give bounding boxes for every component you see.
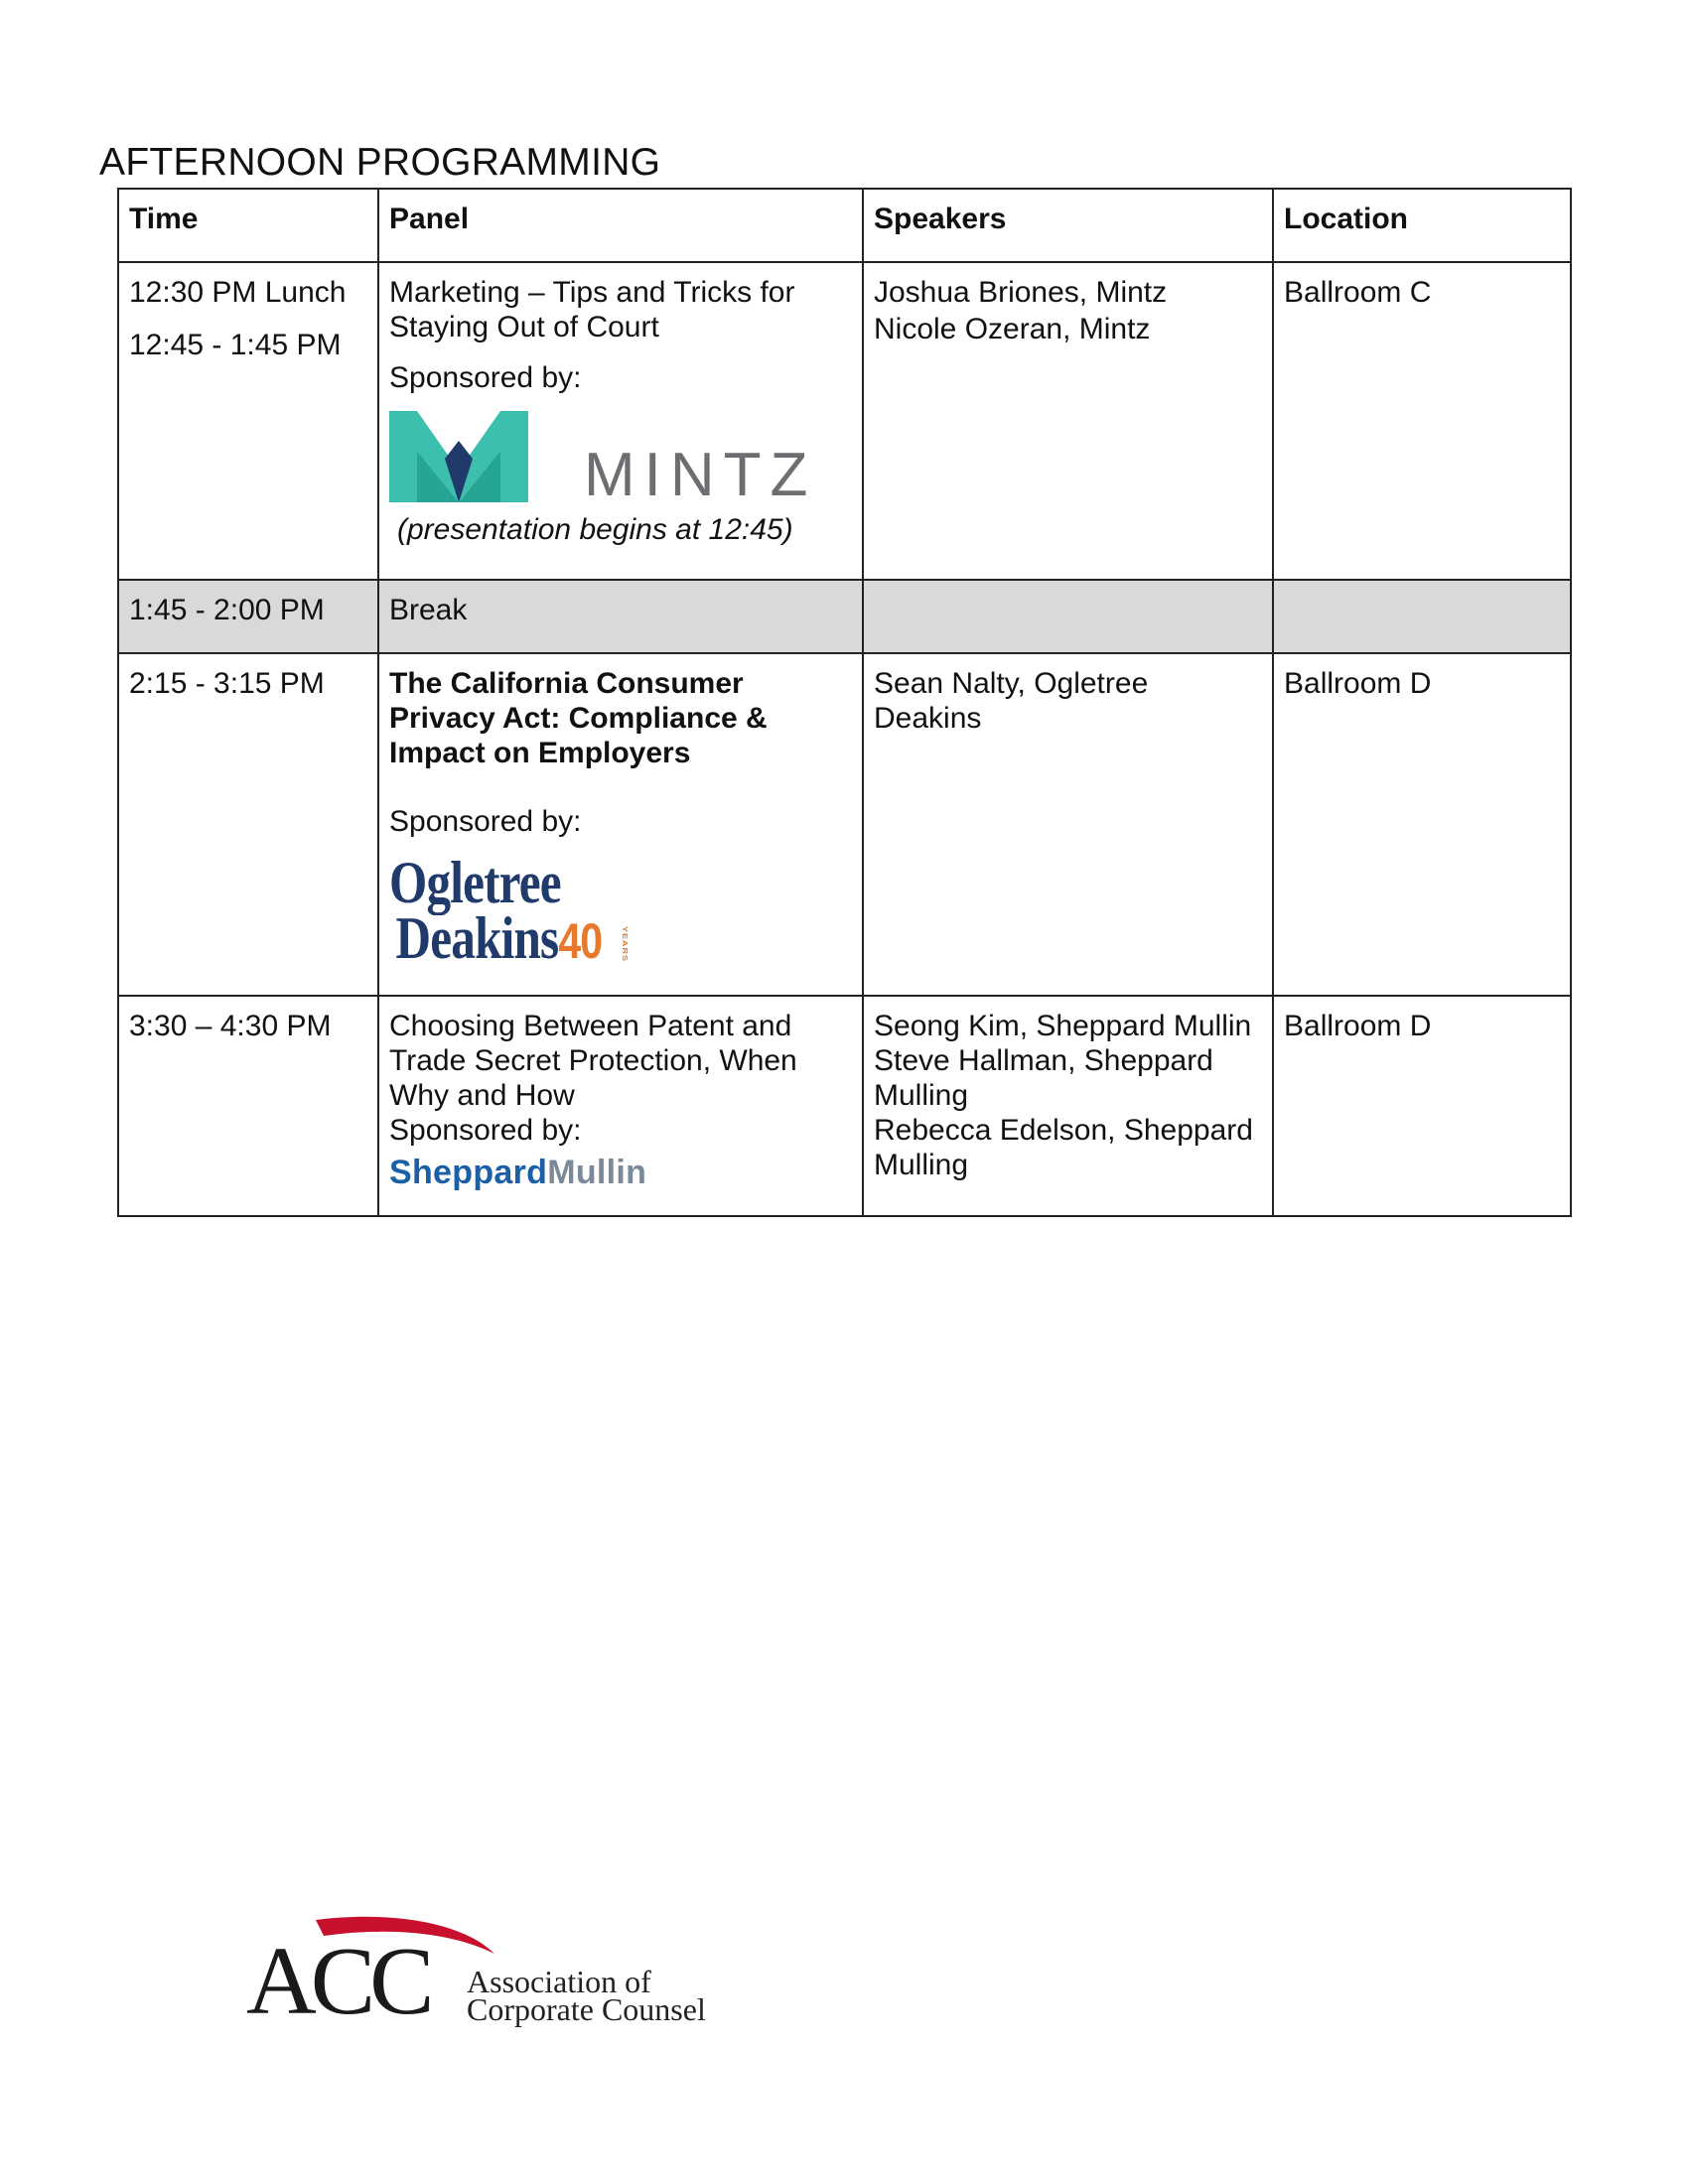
speakers-cell bbox=[863, 262, 1273, 580]
time-cell bbox=[118, 262, 378, 580]
acc-wordmark-line2: Corporate Counsel bbox=[467, 1991, 706, 2027]
ogletree-deakins-logo bbox=[389, 850, 852, 971]
mintz-wordmark: MINTZ bbox=[584, 441, 817, 509]
speaker-name: Rebecca Edelson, Sheppard Mulling bbox=[874, 1114, 1253, 1181]
time-lunch: 12:30 PM Lunch bbox=[129, 276, 347, 309]
page-title: AFTERNOON PROGRAMMING bbox=[99, 141, 661, 184]
presentation-note: (presentation begins at 12:45) bbox=[397, 513, 793, 546]
speakers-cell bbox=[863, 580, 1273, 653]
sponsored-by-label: Sponsored by: bbox=[389, 1114, 582, 1147]
mintz-m-mark-icon bbox=[389, 411, 528, 502]
table-row-break bbox=[118, 580, 1571, 653]
acc-wordmark-line1: Association of bbox=[467, 1964, 651, 1999]
panel-cell bbox=[378, 996, 863, 1216]
location-cell: Ballroom D bbox=[1273, 996, 1571, 1216]
acc-wordmark bbox=[467, 1964, 706, 2027]
speaker-name: Seong Kim, Sheppard Mullin bbox=[874, 1010, 1252, 1042]
panel-title: The California Consumer Privacy Act: Compliance & Impact on Employers bbox=[389, 667, 768, 769]
speakers-cell bbox=[863, 996, 1273, 1216]
location-cell bbox=[1273, 580, 1571, 653]
table-row bbox=[118, 262, 1571, 580]
ogletree-logo-line1: Ogletree bbox=[389, 850, 561, 915]
time-cell: 3:30 – 4:30 PM bbox=[118, 996, 378, 1216]
svg-text:ACC: ACC bbox=[246, 1928, 429, 2023]
header-panel: Panel bbox=[378, 189, 863, 262]
ogletree-logo-years: YEARS bbox=[621, 926, 630, 963]
location-cell: Ballroom C bbox=[1273, 262, 1571, 580]
sponsored-by-label: Sponsored by: bbox=[389, 805, 582, 838]
panel-title: Choosing Between Patent and Trade Secret Protection, When Why and How bbox=[389, 1010, 797, 1112]
speakers-cell bbox=[863, 653, 1273, 996]
speaker-name: Steve Hallman, Sheppard Mulling bbox=[874, 1044, 1213, 1112]
panel-title: Marketing – Tips and Tricks for Staying Out of Court bbox=[389, 276, 795, 343]
header-time: Time bbox=[118, 189, 378, 262]
time-session: 12:45 - 1:45 PM bbox=[129, 329, 342, 361]
ogletree-logo-line2: Deakins40 YEARS bbox=[389, 910, 769, 969]
speaker-name: Sean Nalty, Ogletree Deakins bbox=[874, 667, 1149, 735]
sponsored-by-label: Sponsored by: bbox=[389, 361, 582, 394]
schedule-table bbox=[117, 188, 1572, 1217]
panel-cell bbox=[378, 653, 863, 996]
table-header-row bbox=[118, 189, 1571, 262]
panel-cell: Break bbox=[378, 580, 863, 653]
panel-cell bbox=[378, 262, 863, 580]
sheppard-mullin-logo: SheppardMullin bbox=[389, 1154, 647, 1191]
speaker-name: Joshua Briones, Mintz bbox=[874, 276, 1168, 309]
ogletree-logo-forty: 40 bbox=[558, 913, 603, 969]
time-cell: 1:45 - 2:00 PM bbox=[118, 580, 378, 653]
time-cell: 2:15 - 3:15 PM bbox=[118, 653, 378, 996]
mintz-logo bbox=[389, 407, 852, 509]
table-row bbox=[118, 653, 1571, 996]
speaker-name: Nicole Ozeran, Mintz bbox=[874, 313, 1151, 345]
location-cell: Ballroom D bbox=[1273, 653, 1571, 996]
table-row bbox=[118, 996, 1571, 1216]
header-speakers: Speakers bbox=[863, 189, 1273, 262]
header-location: Location bbox=[1273, 189, 1571, 262]
